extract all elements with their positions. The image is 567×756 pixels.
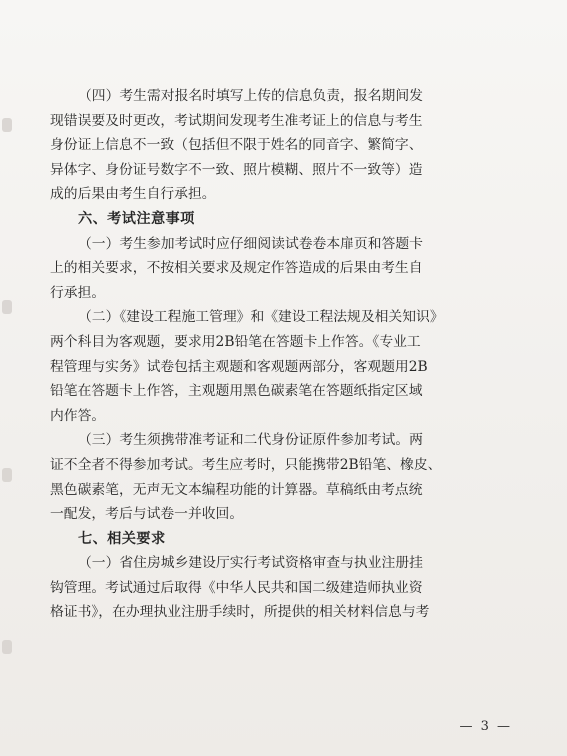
text-line: 钩管理。考试通过后取得《中华人民共和国二级建造师执业资 — [50, 579, 423, 596]
paragraph-qualification-review — [50, 551, 512, 625]
text-line: 一配发，考后与试卷一并收回。 — [50, 506, 244, 523]
text-line: 黑色碳素笔，无声无文本编程功能的计算器。草稿纸由考点统 — [50, 481, 423, 498]
section-heading-related-requirements — [50, 527, 512, 552]
text-line: 两个科目为客观题，要求用2B铅笔在答题卡上作答。《专业工 — [50, 333, 421, 350]
text-line: 格证书》，在办理执业注册手续时，所提供的相关材料信息与考 — [50, 604, 430, 621]
text-line: 异体字、身份证号数字不一致、照片模糊、照片不一致等）造 — [50, 161, 423, 178]
text-line: 现错误要及时更改，考试期间发现考生准考证上的信息与考生 — [50, 112, 423, 129]
text-line: 铅笔在答题卡上作答，主观题用黑色碳素笔在答题纸指定区域 — [50, 383, 423, 400]
section-heading-exam-notes — [50, 207, 512, 232]
text-line: （一）省住房城乡建设厅实行考试资格审查与执业注册挂 — [78, 555, 423, 572]
text-line: （四）考生需对报名时填写上传的信息负责，报名期间发 — [78, 88, 423, 104]
text-line: （一）考生参加考试时应仔细阅读试卷卷本扉页和答题卡 — [78, 235, 423, 252]
section-heading: 七、相关要求 — [78, 530, 166, 547]
binding-hole — [2, 300, 12, 314]
paragraph-answer-method — [50, 305, 512, 428]
text-line: （三）考生须携带准考证和二代身份证原件参加考试。两 — [78, 432, 423, 449]
text-line: 成的后果由考生自行承担。 — [50, 186, 216, 203]
page-number: — 3 — — [459, 719, 512, 734]
binding-hole — [2, 468, 12, 482]
document-body — [50, 84, 512, 625]
text-line: 内作答。 — [50, 407, 106, 424]
paragraph-applicant-info-responsibility — [50, 84, 512, 207]
text-line: 身份证上信息不一致（包括但不限于姓名的同音字、繁简字、 — [50, 137, 423, 154]
text-line: 上的相关要求，不按相关要求及规定作答造成的后果由考生自 — [50, 260, 423, 277]
text-line: （二）《建设工程施工管理》和《建设工程法规及相关知识》 — [78, 309, 444, 326]
binding-holes — [0, 0, 40, 756]
binding-hole — [2, 118, 12, 132]
text-line: 程管理与实务》试卷包括主观题和客观题两部分，客观题用2B — [50, 358, 428, 375]
text-line: 证不全者不得参加考试。考生应考时，只能携带2B铅笔、橡皮、 — [50, 456, 442, 473]
paragraph-required-items — [50, 428, 512, 526]
section-heading: 六、考试注意事项 — [78, 210, 195, 227]
binding-hole — [2, 640, 12, 654]
text-line: 行承担。 — [50, 284, 106, 301]
paragraph-read-instructions — [50, 232, 512, 306]
